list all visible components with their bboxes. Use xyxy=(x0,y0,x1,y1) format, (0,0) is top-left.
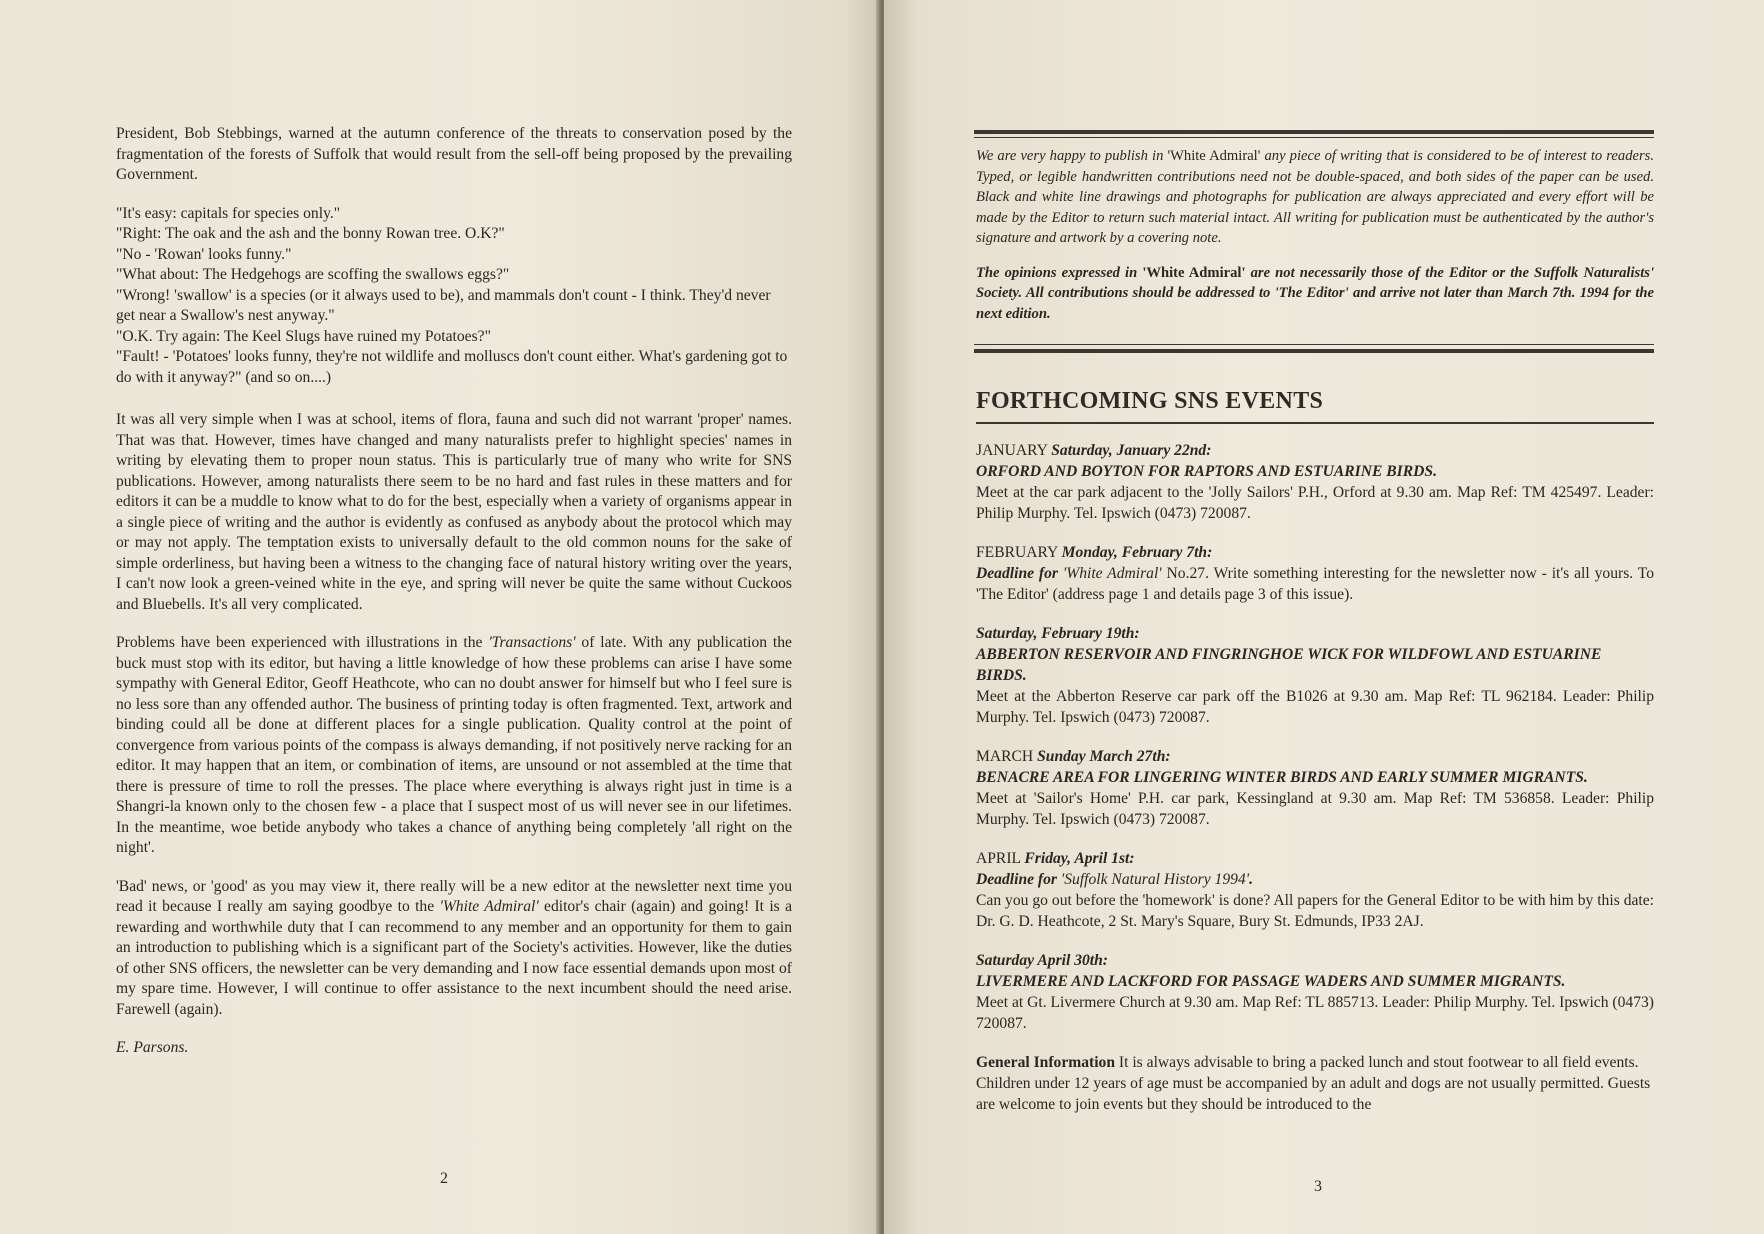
dialog-line: "Wrong! 'swallow' is a species (or it always used to be), and mammals don't count - I think. They'd never get near a Swallow's nest anyway." xyxy=(116,286,771,324)
event-title: BENACRE AREA FOR LINGERING WINTER BIRDS AND EARLY SUMMER MIGRANTS. xyxy=(976,769,1588,786)
event-item xyxy=(976,542,1654,605)
event-month: APRIL xyxy=(976,850,1021,867)
event-title: ABBERTON RESERVOIR AND FINGRINGHOE WICK FOR WILDFOWL AND ESTUARINE BIRDS. xyxy=(976,646,1602,684)
left-page xyxy=(0,0,880,1234)
events-list xyxy=(976,440,1654,1133)
event-day: Saturday, January 22nd: xyxy=(1051,442,1212,459)
text-run: are not necessarily those of the Editor or the Suffolk Naturalists' Society. All contributions should be addressed to 'The Editor' and arrive not later than March 7th. 1994 for the next edition. xyxy=(976,264,1655,322)
editorial-column xyxy=(116,124,792,1059)
event-day: Monday, February 7th: xyxy=(1061,544,1213,561)
dialog-line: "Fault! - 'Potatoes' looks funny, they're not wildlife and molluscs don't count either. What's gardening got to do with it anyway?" (and so on....) xyxy=(116,348,788,386)
event-title: ORFORD AND BOYTON FOR RAPTORS AND ESTUARINE BIRDS. xyxy=(976,463,1437,480)
intro-paragraph: President, Bob Stebbings, warned at the autumn conference of the threats to conservation posed by the fragmentation of the forests of Suffolk that would result from the sell-off being proposed by the prevailing Government. xyxy=(116,125,792,183)
event-month: JANUARY xyxy=(976,442,1048,459)
dialog-line: "O.K. Try again: The Keel Slugs have ruined my Potatoes?" xyxy=(116,327,491,345)
event-date-line xyxy=(976,440,1654,461)
contributions-notice xyxy=(976,146,1654,338)
text-run: any piece of writing that is considered to be of interest to readers. Typed, or legible handwritten contributions need not be double-spaced, and both sides of the paper can be used. Black and white line drawings and photographs for publication are always appreciated and every effort will be made by the Editor to return such material intact. All writing for publication must be authenticated by the author's signature and artwork by a covering note. xyxy=(976,148,1654,246)
text-run: We are very happy to publish in xyxy=(976,148,1168,164)
text-run: No.27. xyxy=(1161,565,1209,582)
rule-bottom xyxy=(974,349,1654,353)
event-title: Deadline for xyxy=(976,565,1063,582)
transactions-title: 'Transactions' xyxy=(488,634,576,651)
text-run: 'Bad' news, or 'good' as you may view it, there really will be a new editor at the newsletter next time you read it because I really am saying goodbye to the xyxy=(116,877,792,915)
event-item xyxy=(976,848,1654,932)
events-heading-underline xyxy=(976,422,1654,424)
event-item xyxy=(976,440,1654,524)
event-description: Meet at Gt. Livermere Church at 9.30 am. Map Ref: TL 885713. Leader: Philip Murphy. Tel. Ipswich (0473) 720087. xyxy=(976,994,1654,1032)
general-information-label: General Information xyxy=(976,1054,1116,1071)
dialog-line: "Right: The oak and the ash and the bonny Rowan tree. O.K?" xyxy=(116,225,505,242)
event-title: LIVERMERE AND LACKFORD FOR PASSAGE WADERS AND SUMMER MIGRANTS. xyxy=(976,973,1566,990)
white-admiral-name: 'White Admiral' xyxy=(1062,565,1162,582)
text-run: editor's chair (again) and going! It is a rewarding and worthwhile duty that I can recommend to any member and an opportunity for them to gain an introduction to publishing which is a significant part of the Society's activities. However, like the duties of other SNS officers, the newsletter can be very demanding and I now face essential demands upon most of my spare time. However, I will continue to offer assistance to the next incumbent should the need arise. Farewell (again). xyxy=(116,898,792,1018)
text-run: Problems have been experienced with illustrations in the xyxy=(116,634,489,651)
event-day: Sunday March 27th: xyxy=(1037,748,1171,765)
event-description: Meet at the car park adjacent to the 'Jolly Sailors' P.H., Orford at 9.30 am. Map Ref: TM 425497. Leader: Philip Murphy. Tel. Ipswich (0473) 720087. xyxy=(976,484,1654,522)
dialog-line: "It's easy: capitals for species only." xyxy=(116,204,341,222)
event-day: Saturday April 30th: xyxy=(976,952,1108,969)
rule-bottom-thin xyxy=(974,344,1654,345)
white-admiral-title: 'White Admiral' xyxy=(439,898,539,915)
author-signature: E. Parsons. xyxy=(116,1039,189,1056)
farewell-paragraph xyxy=(116,877,792,1021)
rule-top-thin xyxy=(974,137,1654,138)
white-admiral-name: 'White Admiral' xyxy=(1142,264,1246,281)
text-run: of late. With any publication the buck must stop with its editor, but having a little knowledge of how these problems can arise I have some sympathy with General Editor, Geoff Heathcote, who can no doubt answer for himself but who I feel sure is no less sore than any offended author. The business of printing today is often fragmented. Text, artwork and binding could all be done at different places for a single publication. Quality control at the point of convergence from various points of the compass is always demanding, if not positively nerve racking for an editor. It may happen that an item, or combination of items, are unsound or not assembled at the time that there is pressure of time to roll the presses. The place where everything is always right just in time is a Shangri-la known only to the chosen few - a place that I suspect most of us will never see in our lifetimes. In the meantime, woe betide anybody who takes a chance of anything being completely 'all right on the night'. xyxy=(116,634,792,856)
text-run: . xyxy=(1249,871,1253,888)
event-title xyxy=(976,869,1654,890)
species-names-paragraph: It was all very simple when I was at school, items of flora, fauna and such did not warrant 'proper' names. That was that. However, times have changed and many naturalists prefer to highlight species' names in writing by elevating them to proper noun status. This is particularly true of many who write for SNS publications. However, among naturalists there seem to be no hard and fast rules in these matters and for editors it can be a muddle to know what to do for the best, especially when a variety of organisms appear in a single piece of writing and the author is evidently as confused as anybody about the protocol which may or may not apply. The temptation exists to universally default to the old common nouns for the sake of simple orderliness, but having been a witness to the changing face of natural history writing over the years, I can't now look a green-veined white in the eye, and spring will never be quite the same without Cuckoos and Bluebells. It's all very complicated. xyxy=(116,411,792,613)
text-run: Write something interesting for the newsletter now - it's all yours. To 'The Editor' (address page 1 and details page 3 of this issue). xyxy=(976,565,1654,603)
event-date-line xyxy=(976,746,1654,767)
event-date-line xyxy=(976,623,1654,644)
dialog-block xyxy=(116,204,792,389)
page-number-left: 2 xyxy=(440,1170,448,1187)
publication-name: 'Suffolk Natural History 1994' xyxy=(1060,871,1250,888)
white-admiral-name: 'White Admiral' xyxy=(1167,148,1261,164)
general-information xyxy=(976,1052,1654,1115)
event-item xyxy=(976,623,1654,728)
event-date-line xyxy=(976,950,1654,971)
deadline-label: Deadline for xyxy=(976,871,1061,888)
event-description: Meet at 'Sailor's Home' P.H. car park, Kessingland at 9.30 am. Map Ref: TM 536858. Leader: Philip Murphy. Tel. Ipswich (0473) 720087. xyxy=(976,790,1654,828)
general-information-text: It is always advisable to bring a packed lunch and stout footwear to all field events. Children under 12 years of age must be accompanied by an adult and dogs are not usually permitted. Guests are welcome to join events but they should be introduced to the xyxy=(976,1054,1651,1113)
illustrations-paragraph xyxy=(116,633,792,859)
events-heading: FORTHCOMING SNS EVENTS xyxy=(976,388,1324,414)
rule-top xyxy=(974,130,1654,134)
event-date-line xyxy=(976,848,1654,869)
event-day: Saturday, February 19th: xyxy=(976,625,1140,642)
event-description: Meet at the Abberton Reserve car park off the B1026 at 9.30 am. Map Ref: TL 962184. Leader: Philip Murphy. Tel. Ipswich (0473) 720087. xyxy=(976,688,1654,726)
text-run: The opinions expressed in xyxy=(976,264,1143,281)
opinions-disclaimer xyxy=(976,263,1654,325)
dialog-line: "No - 'Rowan' looks funny." xyxy=(116,245,292,263)
event-item xyxy=(976,950,1654,1034)
event-day: Friday, April 1st: xyxy=(1024,850,1135,867)
event-month: MARCH xyxy=(976,748,1034,765)
event-month: FEBRUARY xyxy=(976,544,1058,561)
event-item xyxy=(976,746,1654,830)
event-description: Can you go out before the 'homework' is done? All papers for the General Editor to be with him by this date: Dr. G. D. Heathcote, 2 St. Mary's Square, Bury St. Edmunds, IP33 2AJ. xyxy=(976,892,1654,930)
page-number-right: 3 xyxy=(1314,1178,1322,1195)
event-date-line xyxy=(976,542,1654,563)
event-description xyxy=(976,563,1654,605)
dialog-line: "What about: The Hedgehogs are scoffing the swallows eggs?" xyxy=(116,266,510,283)
contributions-paragraph xyxy=(976,146,1654,249)
